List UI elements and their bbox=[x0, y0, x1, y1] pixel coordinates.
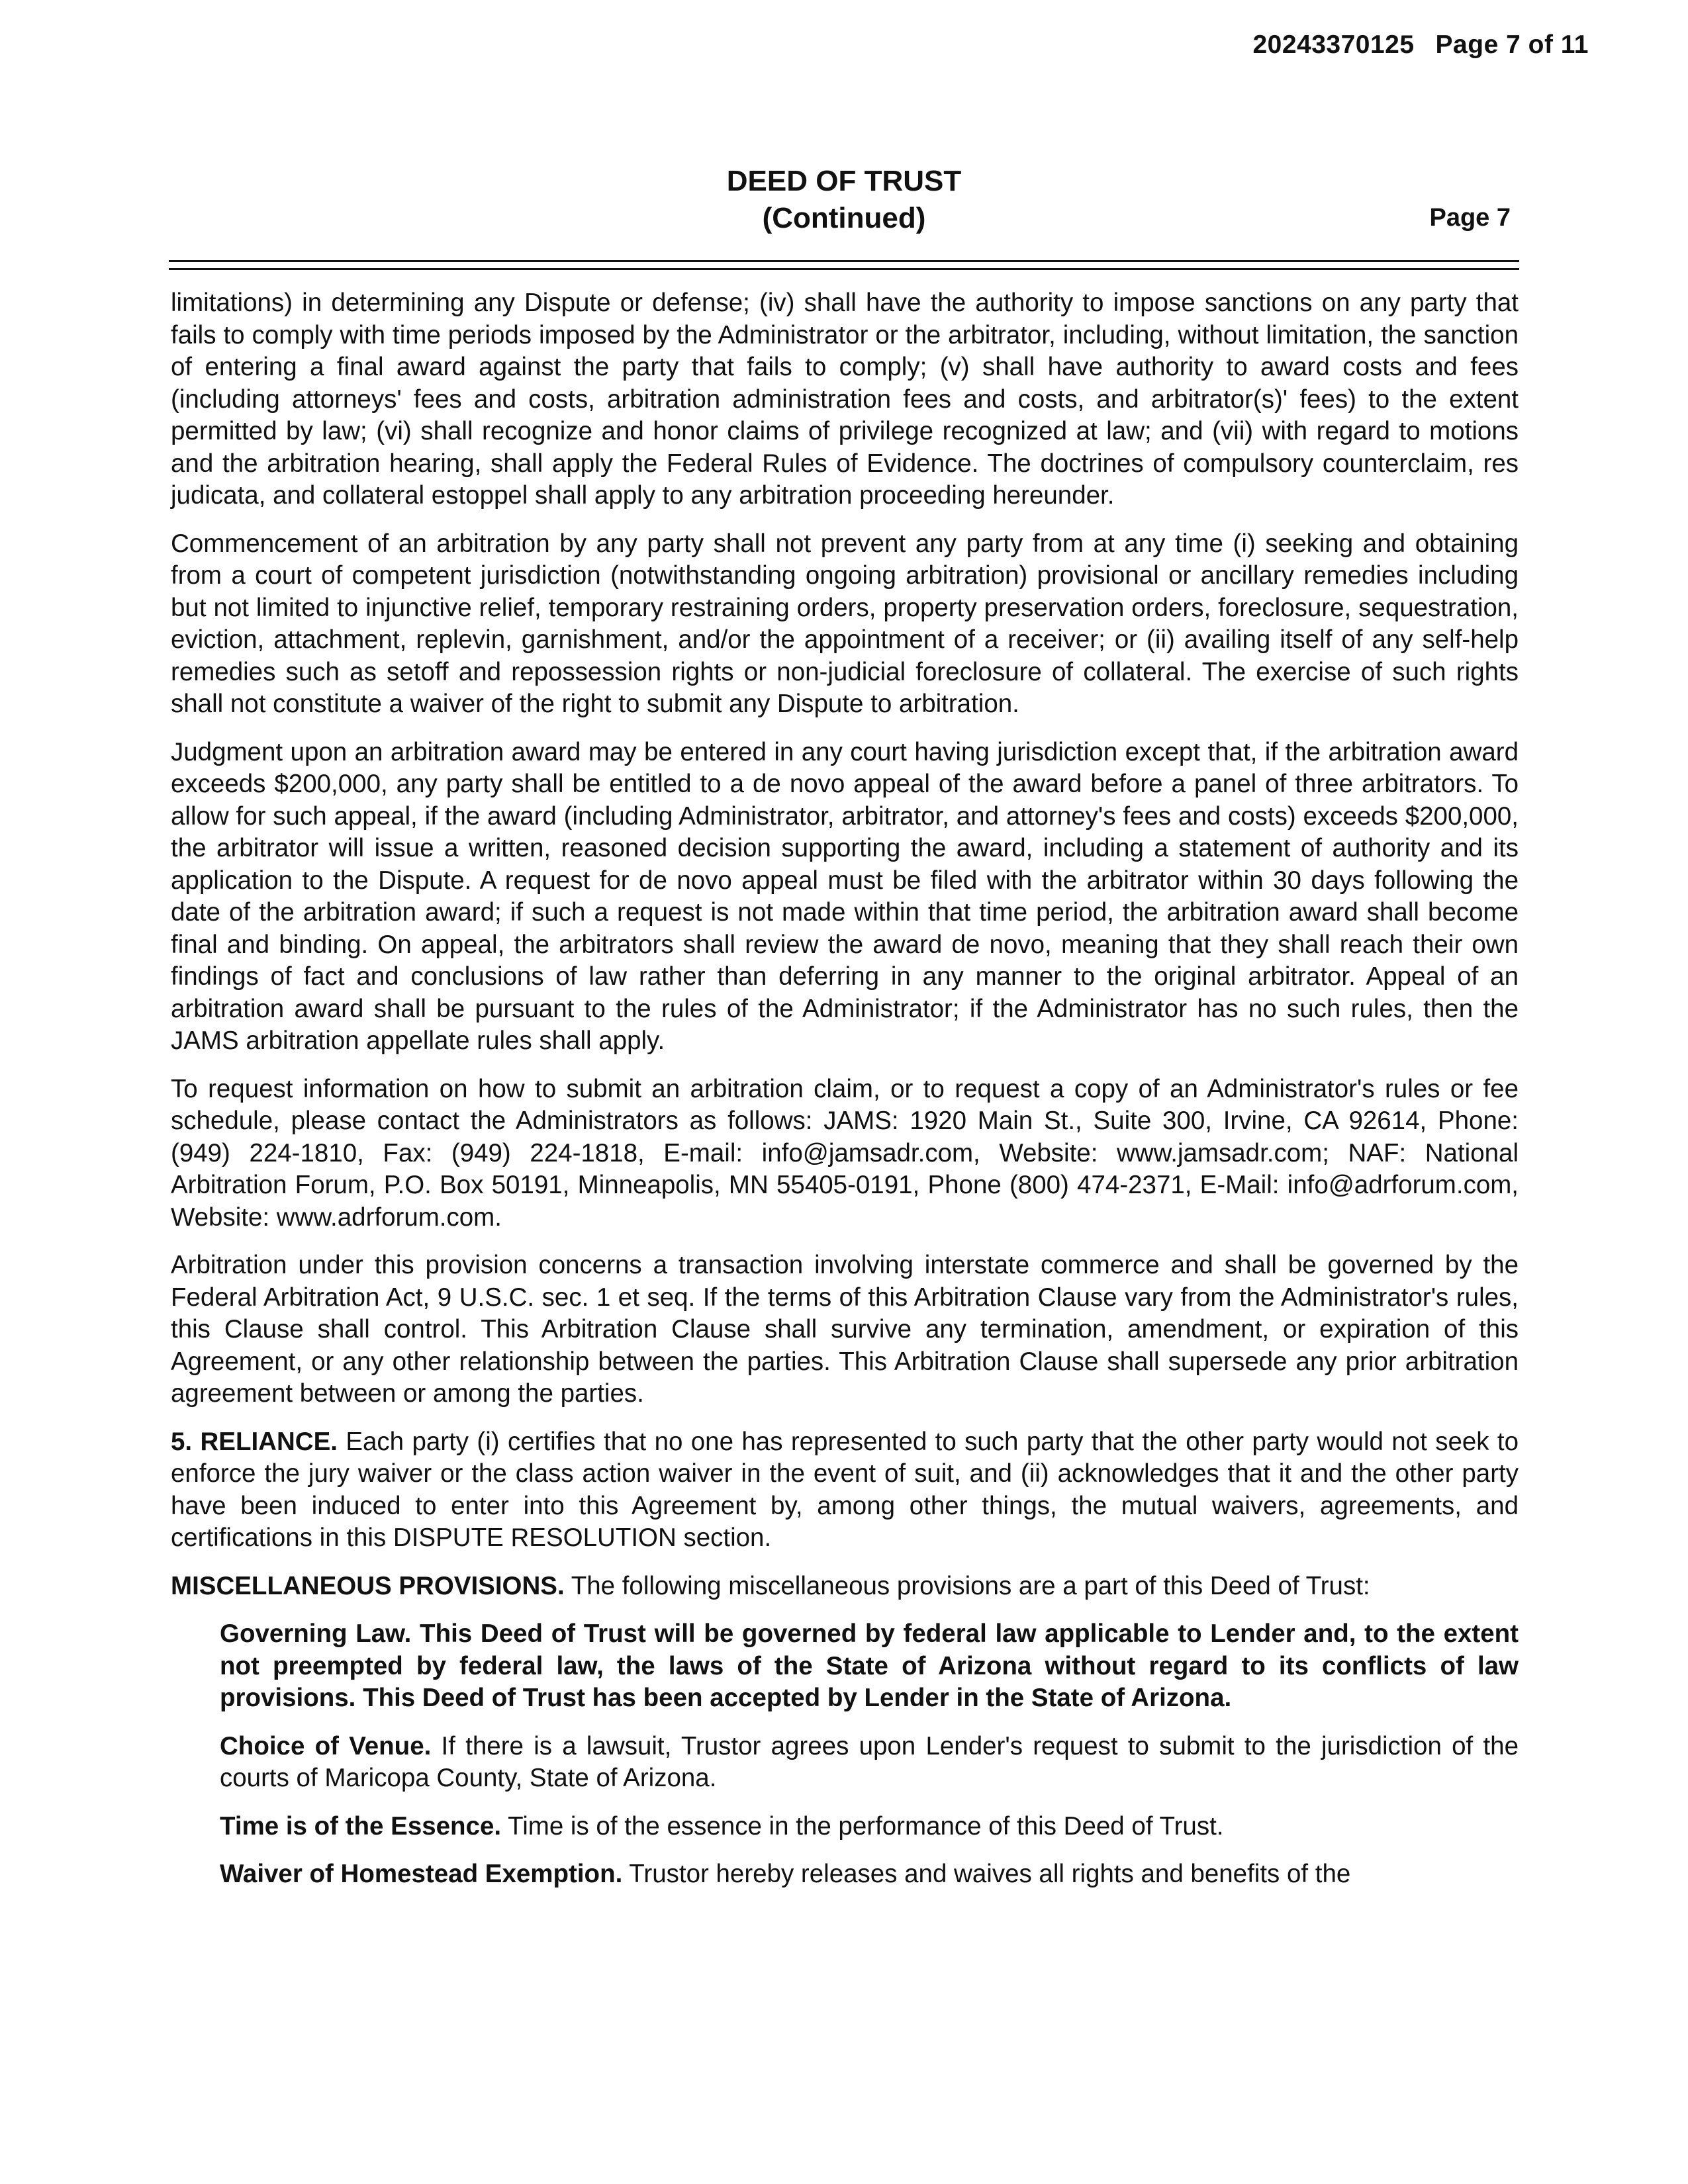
time-essence-text: Time is of the essence in the performance of this Deed of Trust. bbox=[501, 1811, 1224, 1841]
paragraph-administrator-contacts: To request information on how to submit an arbitration claim, or to request a copy of an Administrator's rules or fee schedule, please contact the Administrators as follows: JAMS: 1920 Main St., Suite 300, Irvine, CA 92614, Phone: (949) 224-1810, Fax: (949) 224-1818, E-mail: info@jamsadr.com, Website: www.jamsadr.com; NAF: National Arbitration Forum, P.O. Box 50191, Minneapolis, MN 55405-0191, Phone (800) 474-2371, E-Mail: info@adrforum.com, Website: www.adrforum.com. bbox=[171, 1074, 1519, 1232]
paragraph-commencement: Commencement of an arbitration by any party shall not prevent any party from at any time (i) seeking and obtaining from a court of competent jurisdiction (notwithstanding ongoing arbitration) provisional or ancillary remedies including but not limited to injunctive relief, temporary restraining orders, property preservation orders, foreclosure, sequestration, eviction, attachment, replevin, garnishment, and/or the appointment of a receiver; or (ii) availing itself of any self-help remedies such as setoff and repossession rights or non-judicial foreclosure of collateral. The exercise of such rights shall not constitute a waiver of the right to submit any Dispute to arbitration. bbox=[171, 529, 1519, 718]
paragraph-judgment: Judgment upon an arbitration award may be entered in any court having jurisdiction except that, if the arbitration award exceeds $200,000, any party shall be entitled to a de novo appeal of the award before a panel of three arbitrators. To allow for such appeal, if the award (including Administrator, arbitrator, and attorney's fees and costs) exceeds $200,000, the arbitrator will issue a written, reasoned decision supporting the award, including a statement of authority and its application to the Dispute. A request for de novo appeal must be filed with the arbitrator within 30 days following the date of the arbitration award; if such a request is not made within that time period, the arbitration award shall become final and binding. On appeal, the arbitrators shall review the award de novo, meaning that they shall reach their own findings of fact and conclusions of law rather than deferring in any manner to the original arbitrator. Appeal of an arbitration award shall be pursuant to the rules of the Administrator; if the Administrator has no such rules, then the JAMS arbitration appellate rules shall apply. bbox=[171, 737, 1519, 1055]
governing-law-heading: Governing Law. bbox=[220, 1619, 412, 1648]
paragraph-interstate-commerce: Arbitration under this provision concerns a transaction involving interstate commerce and shall be governed by the Federal Arbitration Act, 9 U.S.C. sec. 1 et seq. If the terms of this Arbitration Clause vary from the Administrator's rules, this Clause shall control. This Arbitration Clause shall survive any termination, amendment, or expiration of this Agreement, or any other relationship between the parties. This Arbitration Clause shall supersede any prior arbitration agreement between or among the parties. bbox=[171, 1251, 1519, 1408]
document-subtitle: (Continued) bbox=[762, 202, 926, 234]
document-title: DEED OF TRUST bbox=[726, 165, 962, 197]
paragraph-reliance bbox=[171, 1426, 1519, 1555]
paragraph-choice-of-venue bbox=[171, 1731, 1519, 1795]
homestead-heading: Waiver of Homestead Exemption. bbox=[220, 1860, 623, 1888]
header-rule-top bbox=[169, 260, 1519, 262]
page-count: Page 7 of 11 bbox=[1435, 30, 1589, 59]
misc-text: The following miscellaneous provisions are a part of this Deed of Trust: bbox=[564, 1571, 1370, 1600]
document-number-header bbox=[1252, 30, 1589, 60]
paragraph-misc-provisions bbox=[171, 1570, 1519, 1603]
paragraph-arbitrator-powers: limitations) in determining any Dispute or defense; (iv) shall have the authority to impose sanctions on any party that fails to comply with time periods imposed by the Administrator or the arbitrator, including, without limitation, the sanction of entering a final award against the party that fails to comply; (v) shall have authority to award costs and fees (including attorneys' fees and costs, arbitration administration fees and costs, and arbitrator(s)' fees) to the extent permitted by law; (vi) shall recognize and honor claims of privilege recognized at law; and (vii) with regard to motions and the arbitration hearing, shall apply the Federal Rules of Evidence. The doctrines of compulsory counterclaim, res judicata, and collateral estoppel shall apply to any arbitration proceeding hereunder. bbox=[171, 289, 1519, 510]
document-body bbox=[171, 287, 1519, 1907]
choice-of-venue-text: If there is a lawsuit, Trustor agrees upon Lender's request to submit to the jurisdiction of the courts of Maricopa County, State of Arizona. bbox=[220, 1731, 1519, 1792]
header-rule-bottom bbox=[169, 268, 1519, 270]
governing-law-text: This Deed of Trust will be governed by federal law applicable to Lender and, to the extent not preempted by federal law, the laws of the State of Arizona without regard to its conflicts of law provisions. This Deed of Trust has been accepted by Lender in the State of Arizona. bbox=[220, 1619, 1519, 1712]
reliance-text: Each party (i) certifies that no one has represented to such party that the other party would not seek to enforce the jury waiver or the class action waiver in the event of suit, and (ii) acknowledges that it and the other party have been induced to enter into this Agreement by, among other things, the mutual waivers, agreements, and certifications in this DISPUTE RESOLUTION section. bbox=[171, 1427, 1519, 1552]
page-label: Page 7 bbox=[1429, 204, 1511, 232]
reliance-heading: 5. RELIANCE. bbox=[171, 1427, 338, 1456]
paragraph-homestead-waiver bbox=[171, 1858, 1519, 1891]
document-number: 20243370125 bbox=[1252, 30, 1415, 59]
homestead-text: Trustor hereby releases and waives all rights and benefits of the bbox=[622, 1860, 1351, 1888]
time-essence-heading: Time is of the Essence. bbox=[220, 1811, 502, 1841]
choice-of-venue-heading: Choice of Venue. bbox=[220, 1731, 432, 1760]
paragraph-governing-law bbox=[171, 1618, 1519, 1715]
paragraph-time-essence bbox=[171, 1811, 1519, 1843]
misc-heading: MISCELLANEOUS PROVISIONS. bbox=[171, 1571, 565, 1600]
